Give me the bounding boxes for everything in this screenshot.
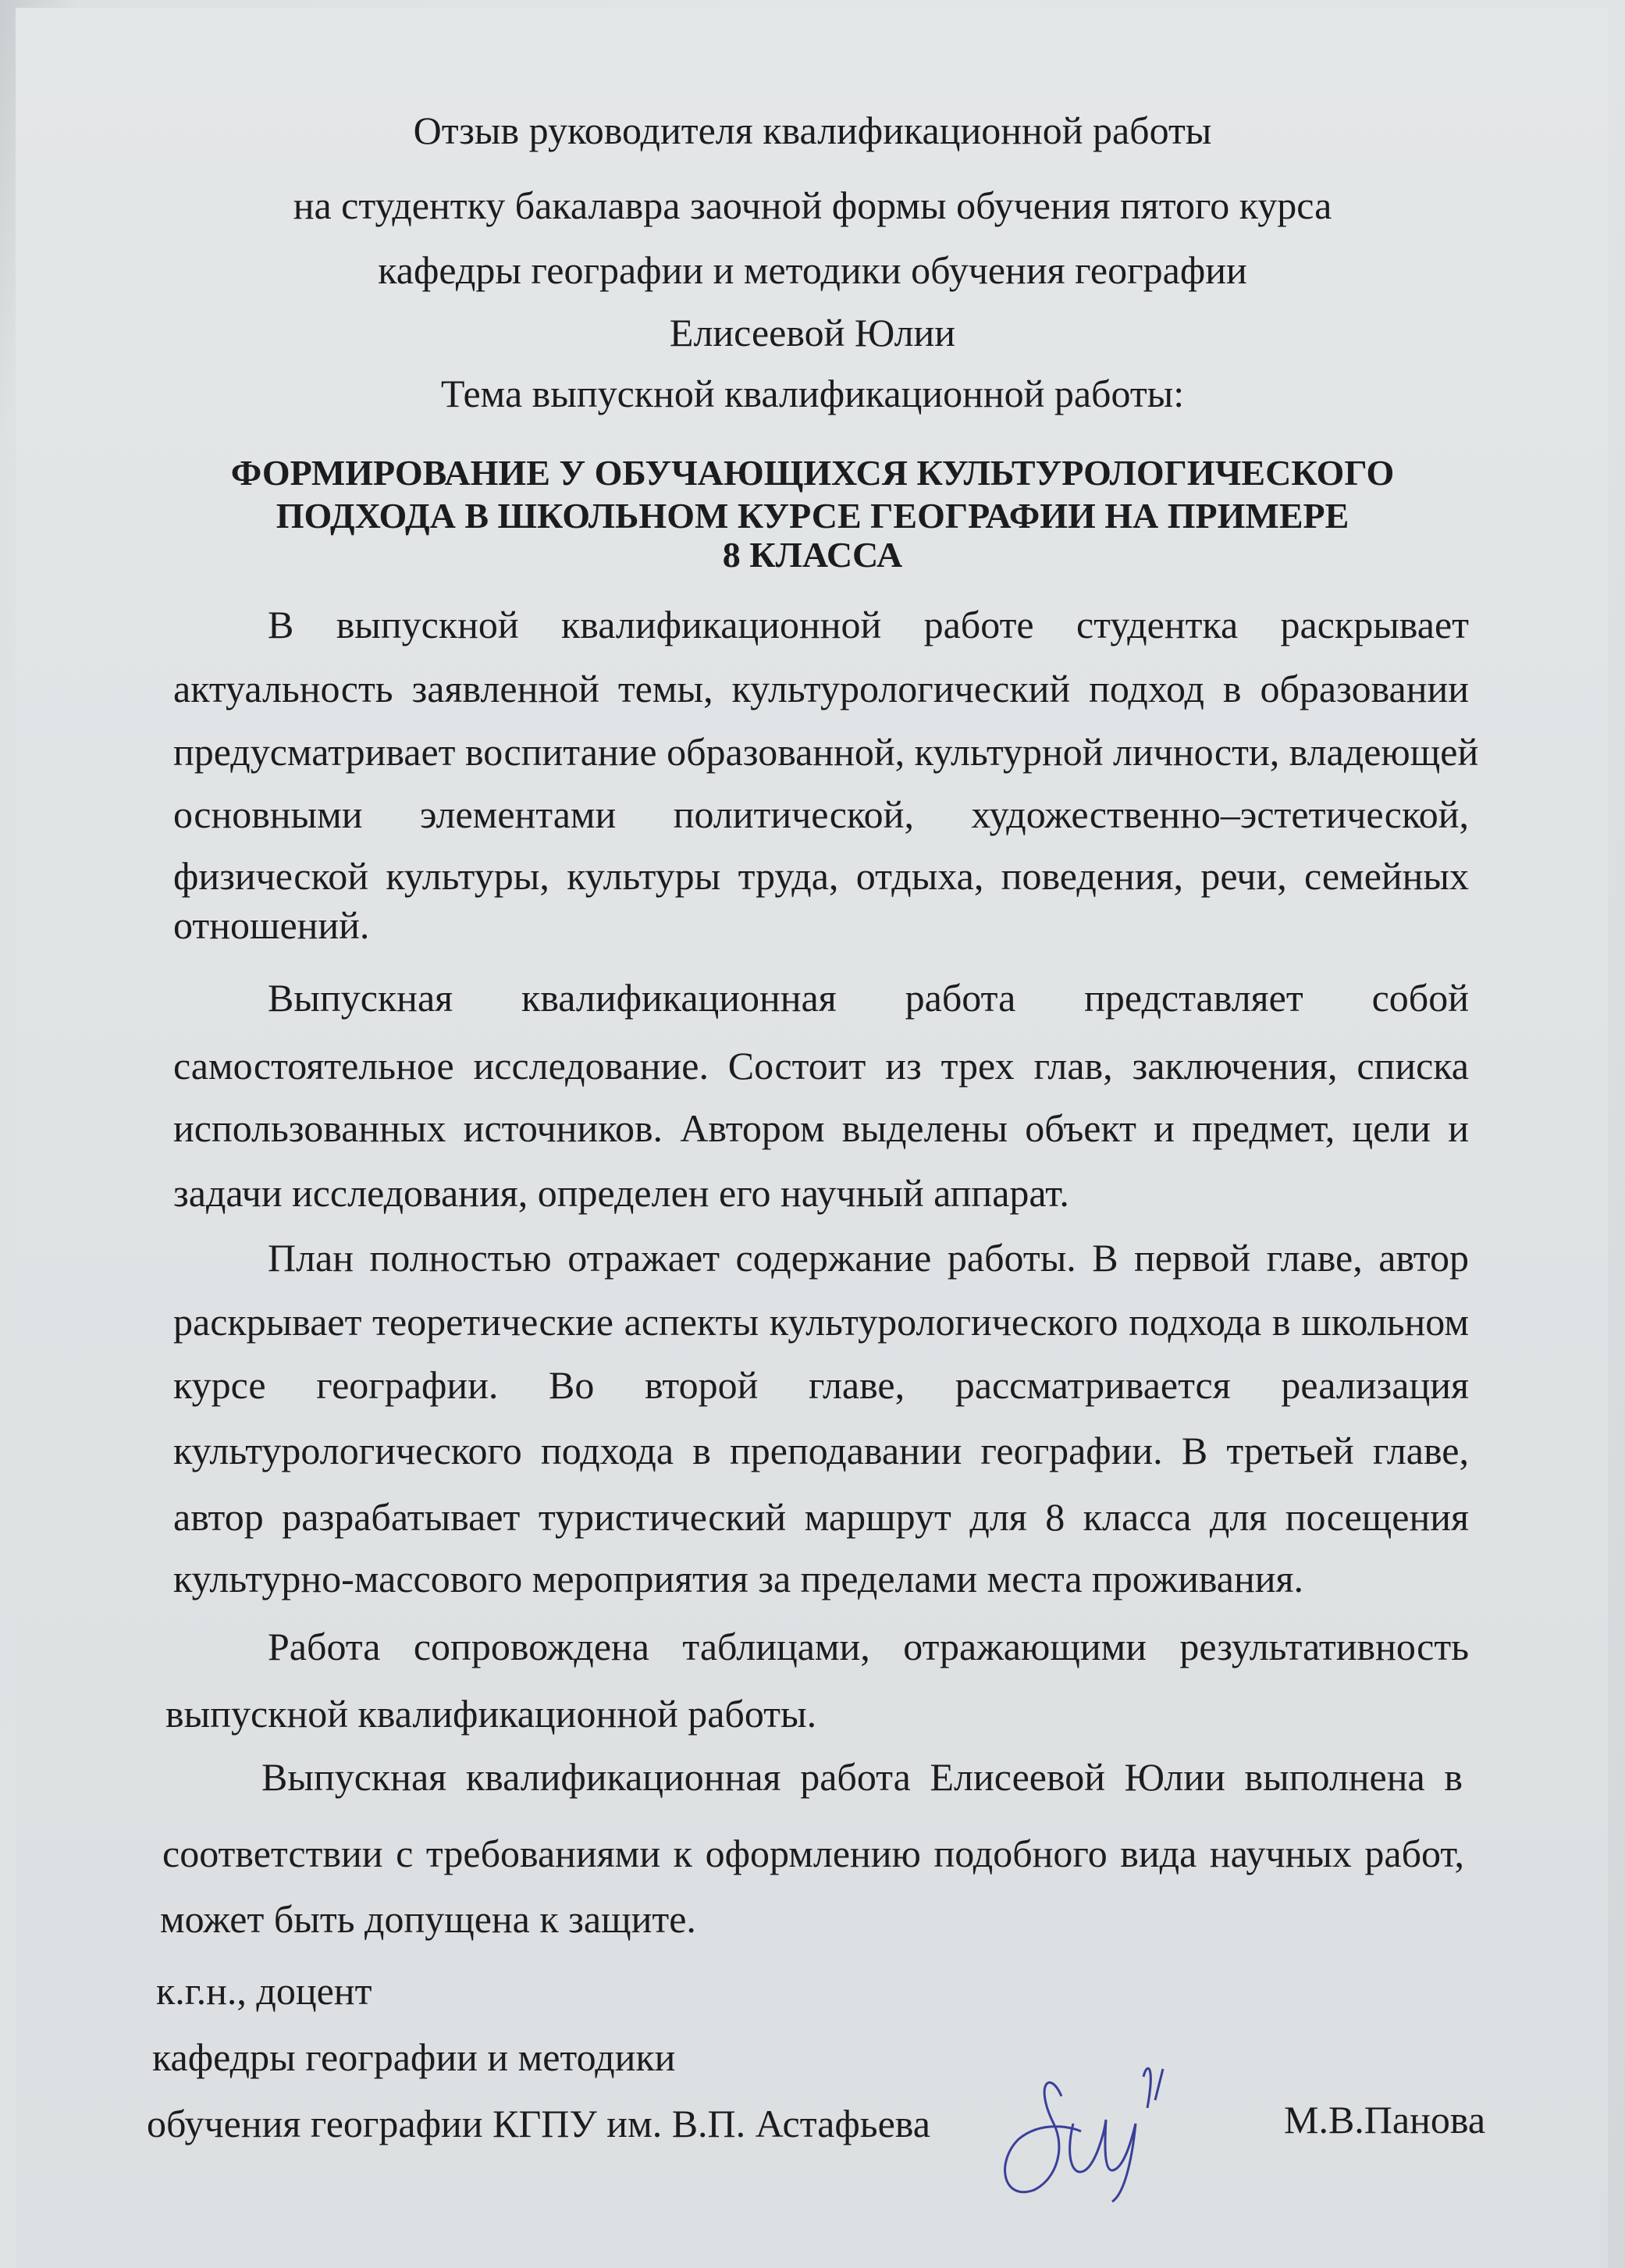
text-line: физической культуры, культуры труда, отдыха, поведения, речи, семейных	[173, 854, 1469, 898]
signer-university: обучения географии КГПУ им. В.П. Астафьева	[147, 2102, 930, 2145]
signer-degree: к.г.н., доцент	[156, 1969, 372, 2013]
theme-title-line: ПОДХОДА В ШКОЛЬНОМ КУРСЕ ГЕОГРАФИИ НА ПРИМЕРЕ	[276, 496, 1349, 536]
student-name: Елисеевой Юлии	[669, 311, 956, 354]
theme-label: Тема выпускной квалификационной работы:	[440, 372, 1185, 415]
theme-title-line: ФОРМИРОВАНИЕ У ОБУЧАЮЩИХСЯ КУЛЬТУРОЛОГИЧЕСКОГО	[230, 453, 1395, 493]
signer-department: кафедры географии и методики	[152, 2035, 676, 2079]
text-line: может быть допущена к защите.	[160, 1897, 696, 1941]
text-line: соответствии с требованиями к оформлению подобного вида научных работ,	[162, 1832, 1464, 1875]
handwritten-signature	[987, 2053, 1221, 2209]
text-line: отношений.	[173, 903, 370, 947]
header-line-1: Отзыв руководителя квалификационной работы	[413, 109, 1212, 152]
text-line: Выпускная квалификационная работа Елисеевой Юлии выполнена в	[261, 1755, 1463, 1799]
text-line: предусматривает воспитание образованной, культурной личности, владеющей	[173, 730, 1479, 774]
signer-name: М.В.Панова	[1284, 2098, 1486, 2142]
text-line: культурно-массового мероприятия за пределами места проживания.	[173, 1557, 1303, 1600]
theme-title-line: 8 КЛАССА	[722, 535, 903, 575]
header-line-3: кафедры географии и методики обучения географии	[378, 248, 1247, 292]
text-line: раскрывает теоретические аспекты культурологического подхода в школьном	[173, 1300, 1469, 1344]
text-line: самостоятельное исследование. Состоит из трех глав, заключения, списка	[173, 1044, 1469, 1088]
text-line: культурологического подхода в преподавании географии. В третьей главе,	[173, 1429, 1469, 1472]
text-line: использованных источников. Автором выделены объект и предмет, цели и	[173, 1106, 1469, 1150]
text-line: основными элементами политической, художественно–эстетической,	[173, 792, 1469, 836]
text-line: Выпускная квалификационная работа представляет собой	[268, 976, 1469, 1020]
text-line: выпускной квалификационной работы.	[165, 1692, 817, 1736]
text-line: Работа сопровождена таблицами, отражающими результативность	[268, 1625, 1469, 1668]
text-line: задачи исследования, определен его научный аппарат.	[173, 1171, 1069, 1215]
text-line: курсе географии. Во второй главе, рассматривается реализация	[173, 1363, 1469, 1407]
text-line: автор разрабатывает туристический маршрут для 8 класса для посещения	[173, 1495, 1469, 1539]
text-line: В выпускной квалификационной работе студентка раскрывает	[268, 603, 1469, 646]
header-line-2: на студентку бакалавра заочной формы обучения пятого курса	[293, 183, 1332, 227]
text-line: актуальность заявленной темы, культурологический подход в образовании	[173, 667, 1469, 710]
text-line: План полностью отражает содержание работы. В первой главе, автор	[268, 1236, 1469, 1280]
